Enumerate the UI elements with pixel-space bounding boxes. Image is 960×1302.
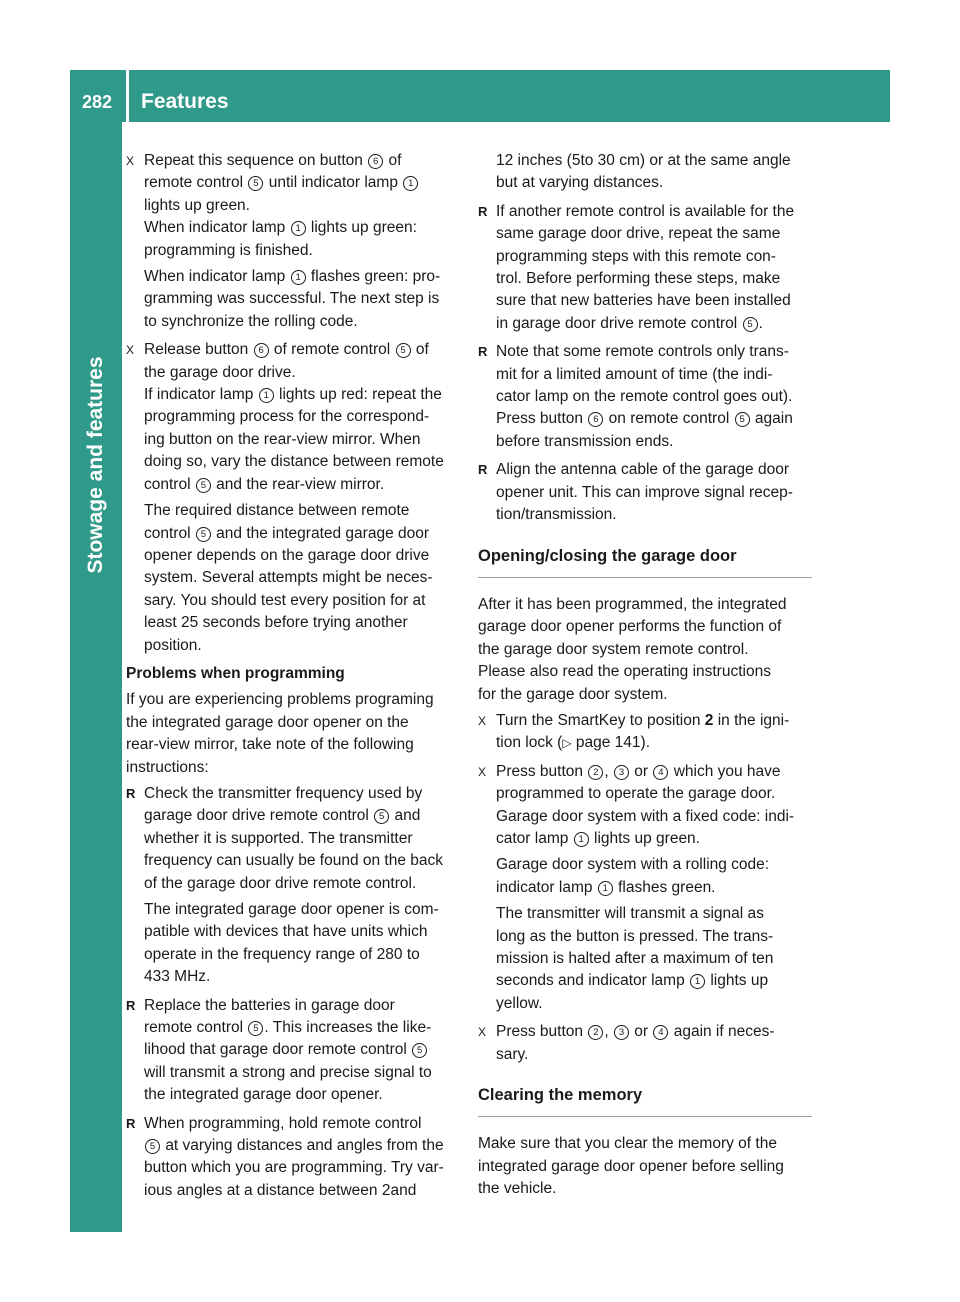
button-3-icon: 3 (614, 765, 629, 780)
bullet-item: R Replace the batteries in garage door remote control 5 . This increases the like- lihood that garage door remote control 5 will transmit a strong and precise signal to the integrated garage door opener. (126, 995, 460, 1107)
opening-closing-heading: Opening/closing the garage door (478, 545, 812, 578)
remote-control-5-icon: 5 (735, 412, 750, 427)
bullet-mark-icon: R (478, 203, 488, 219)
bullet-item: R Note that some remote controls only trans- mit for a limited amount of time (the indi- cator lamp on the remote control goes out). Press button 6 on remote control 5 again before transmission ends. (478, 341, 812, 453)
button-4-icon: 4 (653, 1025, 668, 1040)
button-6-icon: 6 (588, 412, 603, 427)
button-6-icon: 6 (368, 154, 383, 169)
problems-heading: Problems when programming (126, 664, 345, 682)
indicator-lamp-1-icon: 1 (259, 388, 274, 403)
bullet-item: R Check the transmitter frequency used by garage door drive remote control 5 and whether it is supported. The transmitter frequency can usually be found on the back of the garage door drive remote control. The integrated garage door opener is com- patible with devices that have units which operate in the frequency range of 280 to 433 MHz. (126, 783, 460, 989)
remote-control-5-icon: 5 (412, 1043, 427, 1058)
step-arrow-icon: X (126, 154, 135, 168)
indicator-lamp-1-icon: 1 (690, 974, 705, 989)
header-divider (126, 70, 129, 122)
remote-control-5-icon: 5 (248, 176, 263, 191)
bullet-item: R When programming, hold remote control 5 at varying distances and angles from the button which you are programming. Try var- ious angles at a distance between 2and (126, 1113, 460, 1203)
bullet-mark-icon: R (126, 997, 136, 1013)
indicator-lamp-1-icon: 1 (574, 832, 589, 847)
clearing-memory-heading: Clearing the memory (478, 1084, 812, 1117)
indicator-lamp-1-icon: 1 (291, 221, 306, 236)
bullet-item: R Align the antenna cable of the garage door opener unit. This can improve signal recep- tion/transmission. (478, 459, 812, 526)
button-6-icon: 6 (254, 343, 269, 358)
instruction-step: X Release button 6 of remote control 5 of the garage door drive. If indicator lamp 1 lights up red: repeat the programming process for the correspond- ing button on the rear-view mirror. When doing so, vary the distance between remote control 5 and the rear-view mirror. The required distance between remote control 5 and the integrated garage door opener depends on the garage door drive system. Several attempts might be neces- sary. You should test every position for at least 25 seconds before trying another position. (126, 339, 460, 657)
remote-control-5-icon: 5 (743, 317, 758, 332)
remote-control-5-icon: 5 (196, 478, 211, 493)
right-column (478, 150, 812, 1205)
instruction-step: X Press button 2 , 3 or 4 which you have programmed to operate the garage door. Garage door system with a fixed code: indi- cator lamp 1 lights up green. Garage door system with a rolling code: indicator lamp 1 flashes green. The transmitter will transmit a signal as long as the button is pressed. The trans- mission is halted after a maximum of ten seconds and indicator lamp 1 lights up yellow. (478, 761, 812, 1015)
bullet-mark-icon: R (478, 462, 488, 478)
button-2-icon: 2 (588, 1025, 603, 1040)
side-tab (70, 122, 122, 1232)
opening-intro: After it has been programmed, the integrated garage door opener performs the function of the garage door system remote control. Please also read the operating instructions for the garage door system. (478, 595, 787, 703)
button-3-icon: 3 (614, 1025, 629, 1040)
bullet-continuation: 12 inches (5to 30 cm) or at the same angle but at varying distances. (496, 152, 791, 192)
bullet-mark-icon: R (126, 1115, 136, 1131)
step-arrow-icon: X (478, 1025, 487, 1040)
remote-control-5-icon: 5 (374, 809, 389, 824)
step-arrow-icon: X (478, 713, 487, 728)
bullet-mark-icon: R (126, 785, 136, 801)
remote-control-5-icon: 5 (396, 343, 411, 358)
indicator-lamp-1-icon: 1 (291, 270, 306, 285)
step-arrow-icon: X (126, 343, 135, 358)
section-title: Features (141, 90, 229, 113)
button-4-icon: 4 (653, 765, 668, 780)
clearing-memory-text: Make sure that you clear the memory of the integrated garage door opener before selling the vehicle. (478, 1135, 784, 1198)
instruction-step: X Repeat this sequence on button 6 of remote control 5 until indicator lamp 1 lights up green. When indicator lamp 1 lights up green: programming is finished. When indicator lamp 1 flashes green: pro- gramming was successful. The next step is to synchronize the rolling code. (126, 150, 460, 333)
bullet-mark-icon: R (478, 344, 488, 360)
problems-intro: If you are experiencing problems programing the integrated garage door opener on the rear-view mirror, take note of the following instructions: (126, 691, 434, 776)
bullet-item: R If another remote control is available for the same garage door drive, repeat the same programming steps with this remote con- trol. Before performing these steps, make sure that new batteries have been installed in garage door drive remote control 5 . (478, 201, 812, 335)
remote-control-5-icon: 5 (145, 1139, 160, 1154)
indicator-lamp-1-icon: 1 (403, 176, 418, 191)
page-reference-icon: ▷ (562, 736, 572, 751)
remote-control-5-icon: 5 (196, 527, 211, 542)
page-number: 282 (81, 92, 113, 112)
page-reference-link[interactable]: page 141). (575, 734, 651, 752)
instruction-step: X Turn the SmartKey to position 2 in the igni- tion lock (▷ page 141). (478, 710, 812, 755)
left-column (126, 150, 460, 1208)
button-2-icon: 2 (588, 765, 603, 780)
step-arrow-icon: X (478, 764, 487, 779)
indicator-lamp-1-icon: 1 (598, 881, 613, 896)
instruction-step: X Press button 2 , 3 or 4 again if neces- sary. (478, 1021, 812, 1066)
remote-control-5-icon: 5 (248, 1021, 263, 1036)
